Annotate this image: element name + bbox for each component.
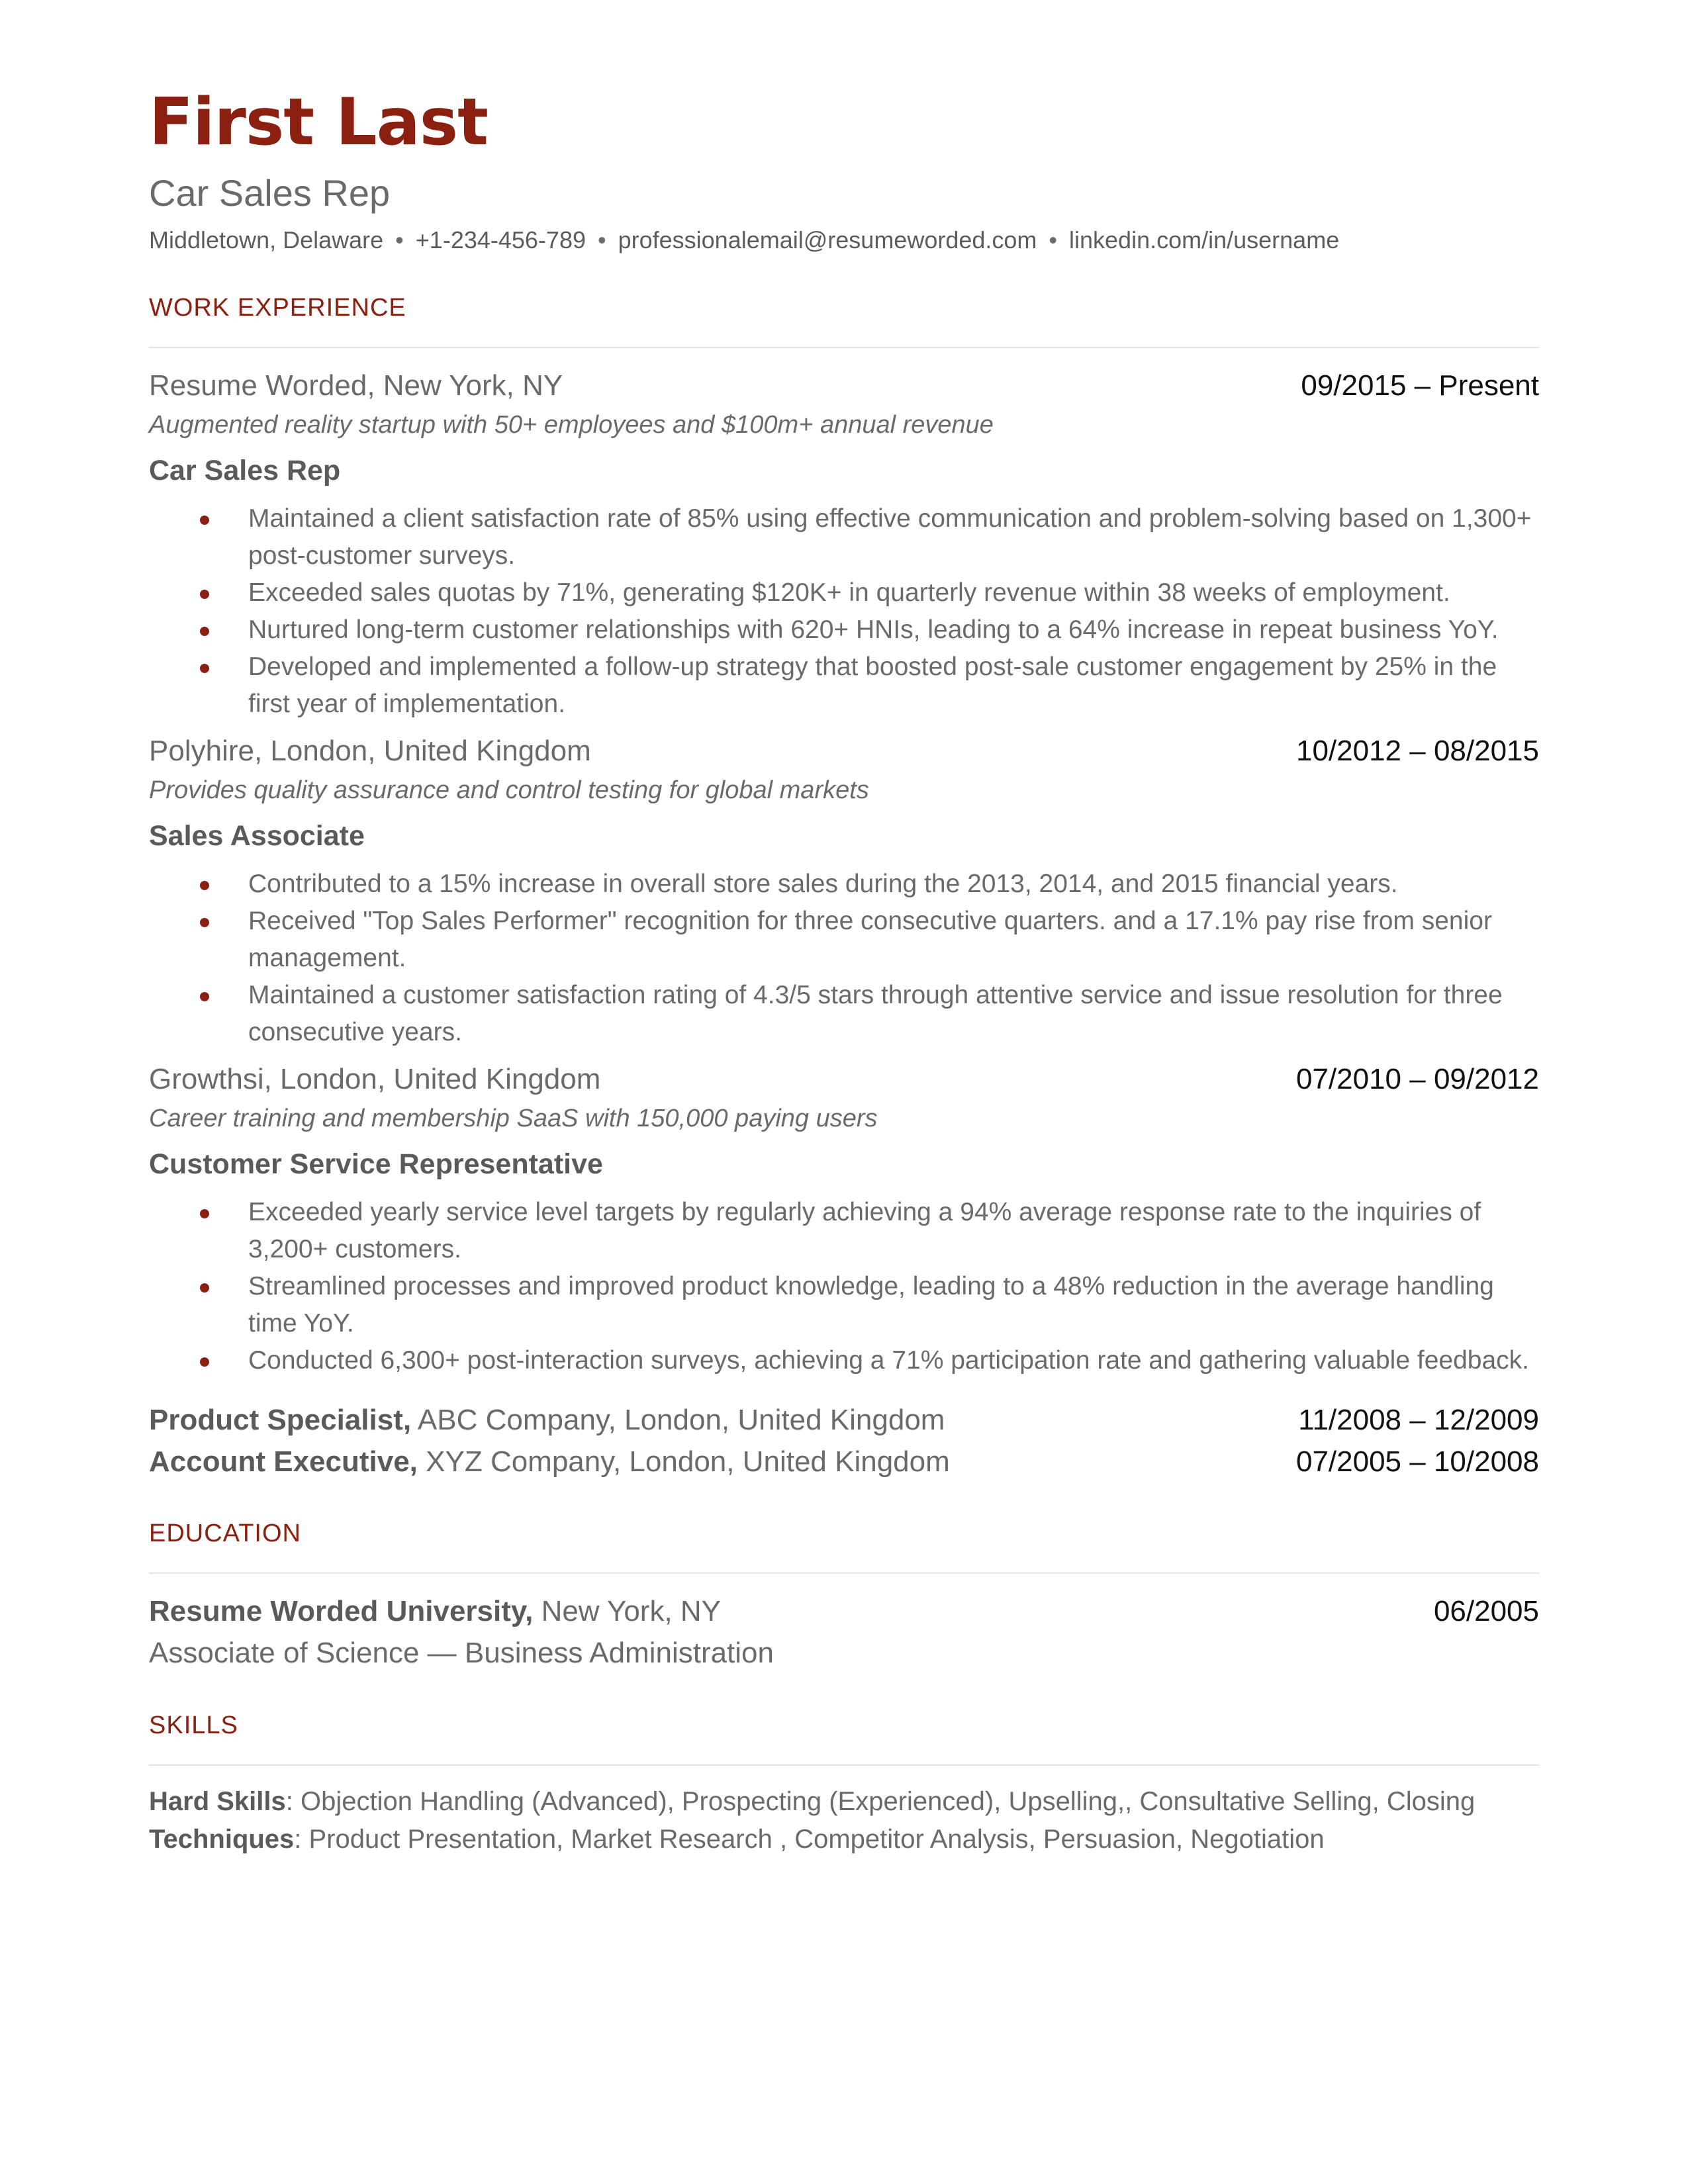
resume-content — [149, 79, 1539, 1858]
section-heading-experience: WORK EXPERIENCE — [149, 291, 1539, 348]
job-bullet: Developed and implemented a follow-up strategy that boosted post-sale customer engagement by 25% in the first year of implementation. — [149, 649, 1539, 723]
past-role-dates: 07/2005 – 10/2008 — [1295, 1445, 1539, 1478]
job-entry — [149, 731, 1539, 1051]
job-description: Provides quality assurance and control testing for global markets — [149, 776, 869, 804]
job-company: Polyhire, London, United Kingdom — [149, 735, 591, 767]
past-role-title: Product Specialist, — [149, 1404, 412, 1436]
job-bullet: Conducted 6,300+ post-interaction surveys, achieving a 71% participation rate and gathering valuable feedback. — [149, 1342, 1539, 1379]
past-role-title: Account Executive, — [149, 1445, 418, 1478]
job-entry — [149, 1059, 1539, 1379]
section-heading-education: EDUCATION — [149, 1517, 1539, 1574]
job-description: Career training and membership SaaS with 150,000 paying users — [149, 1105, 878, 1132]
candidate-name: First Last — [149, 85, 488, 160]
hard-skills-value: : Objection Handling (Advanced), Prospecting (Experienced), Upselling,, Consultative Selling, Closing — [285, 1787, 1476, 1816]
contact-phone: +1-234-456-789 — [415, 226, 586, 253]
techniques-label: Techniques — [149, 1825, 295, 1854]
job-role: Car Sales Rep — [149, 455, 341, 486]
bullet-separator: • — [597, 226, 606, 253]
job-company: Resume Worded, New York, NY — [149, 369, 563, 402]
techniques-line — [149, 1821, 1539, 1858]
education-location: New York, NY — [541, 1595, 722, 1627]
candidate-title: Car Sales Rep — [149, 172, 391, 214]
hard-skills-label: Hard Skills — [149, 1787, 286, 1816]
bullet-separator: • — [395, 226, 404, 253]
job-role: Customer Service Representative — [149, 1148, 603, 1180]
past-role-company: ABC Company, London, United Kingdom — [417, 1404, 945, 1436]
job-bullet: Streamlined processes and improved product knowledge, leading to a 48% reduction in the average handling time YoY. — [149, 1268, 1539, 1342]
past-role-company: XYZ Company, London, United Kingdom — [426, 1445, 950, 1478]
past-roles — [149, 1399, 1539, 1482]
job-bullet: Nurtured long-term customer relationships with 620+ HNIs, leading to a 64% increase in repeat business YoY. — [149, 612, 1539, 649]
job-entry — [149, 365, 1539, 723]
past-role-row — [149, 1441, 1539, 1482]
bullet-separator: • — [1049, 226, 1058, 253]
job-role: Sales Associate — [149, 820, 365, 852]
education-school: Resume Worded University, — [149, 1595, 534, 1627]
job-bullet: Maintained a client satisfaction rate of 85% using effective communication and problem-solving based on 1,300+ post-customer surveys. — [149, 500, 1539, 574]
job-dates: 10/2012 – 08/2015 — [1295, 735, 1539, 767]
past-role-dates: 11/2008 – 12/2009 — [1298, 1404, 1539, 1436]
job-bullet: Received "Top Sales Performer" recognition for three consecutive quarters. and a 17.1% pay rise from senior management. — [149, 903, 1539, 977]
job-dates: 07/2010 – 09/2012 — [1295, 1063, 1539, 1095]
job-bullet: Exceeded sales quotas by 71%, generating $120K+ in quarterly revenue within 38 weeks of employment. — [149, 574, 1539, 612]
past-role-row — [149, 1399, 1539, 1441]
education-entry — [149, 1591, 1539, 1674]
education-date: 06/2005 — [1433, 1595, 1539, 1627]
skills-block — [149, 1783, 1539, 1858]
job-bullet: Contributed to a 15% increase in overall store sales during the 2013, 2014, and 2015 financial years. — [149, 866, 1539, 903]
job-bullets — [149, 866, 1539, 1051]
section-heading-skills: SKILLS — [149, 1709, 1539, 1766]
education-degree: Associate of Science — Business Administration — [149, 1637, 774, 1669]
contact-location: Middletown, Delaware — [149, 226, 384, 253]
job-bullets — [149, 1194, 1539, 1379]
hard-skills-line — [149, 1783, 1539, 1821]
contact-linkedin: linkedin.com/in/username — [1069, 226, 1340, 253]
job-dates: 09/2015 – Present — [1301, 369, 1539, 402]
job-bullets — [149, 500, 1539, 723]
job-bullet: Exceeded yearly service level targets by regularly achieving a 94% average response rate to the inquiries of 3,200+ customers. — [149, 1194, 1539, 1268]
job-description: Augmented reality startup with 50+ employees and $100m+ annual revenue — [149, 411, 994, 439]
job-company: Growthsi, London, United Kingdom — [149, 1063, 601, 1095]
techniques-value: : Product Presentation, Market Research , Competitor Analysis, Persuasion, Negotiation — [294, 1825, 1325, 1854]
contact-line — [149, 224, 1539, 257]
job-bullet: Maintained a customer satisfaction rating of 4.3/5 stars through attentive service and issue resolution for three consecutive years. — [149, 977, 1539, 1051]
contact-email: professionalemail@resumeworded.com — [618, 226, 1037, 253]
